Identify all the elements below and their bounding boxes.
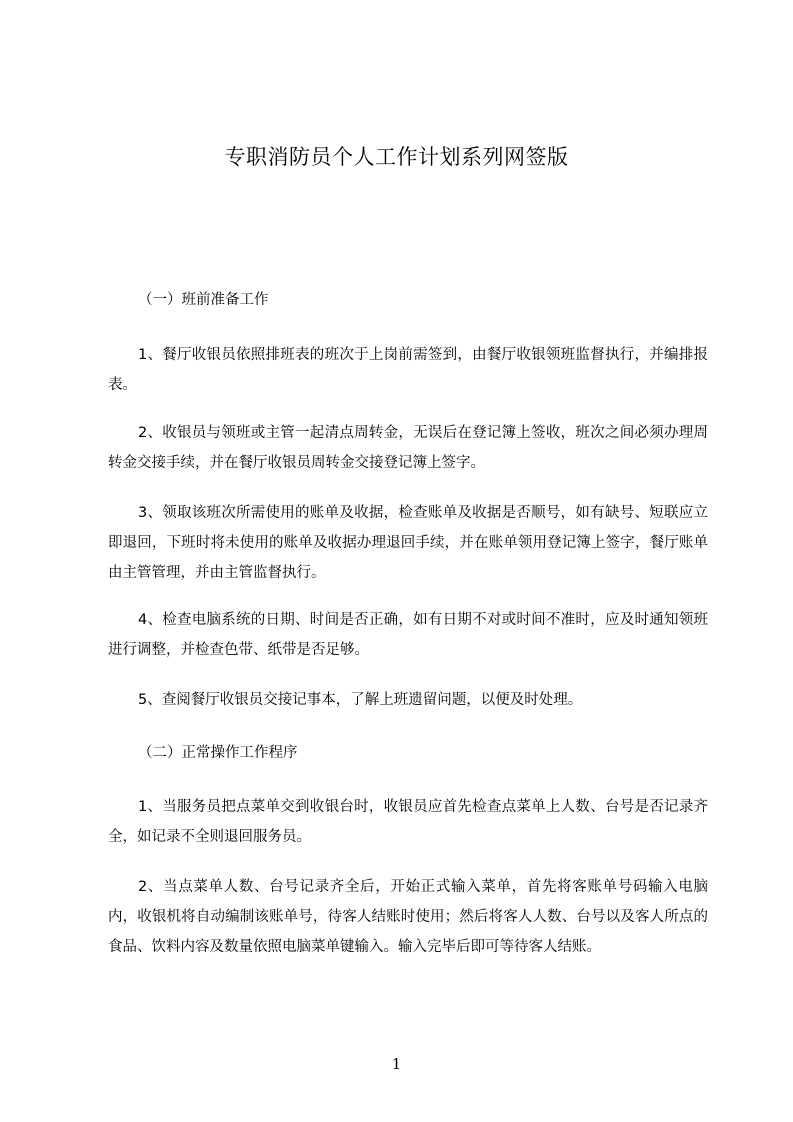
paragraph-item: 2、收银员与领班或主管一起清点周转金，无误后在登记簿上签收，班次之间必须办理周转金交接手续，并在餐厅收银员周转金交接登记簿上签字。 [108,425,708,471]
section-heading-operation: （二）正常操作工作程序 [138,745,298,761]
paragraph-item: 3、领取该班次所需使用的账单及收据，检查账单及收据是否顺号，如有缺号、短联应立即退回，下班时将未使用的账单及收据办理退回手续，并在账单领用登记簿上签字，餐厅账单由主管管理，并由主管监督执行。 [108,505,708,581]
paragraph-item: 5、查阅餐厅收银员交接记事本，了解上班遗留问题，以便及时处理。 [138,692,583,708]
paragraph-item: 4、检查电脑系统的日期、时间是否正确，如有日期不对或时间不准时，应及时通知领班进行调整，并检查色带、纸带是否足够。 [108,612,708,658]
paragraph-item: 1、当服务员把点菜单交到收银台时，收银员应首先检查点菜单上人数、台号是否记录齐全，如记录不全则退回服务员。 [108,799,708,845]
document-title: 专职消防员个人工作计划系列网签版 [224,145,569,169]
section-heading-prep: （一）班前准备工作 [138,292,269,308]
paragraph-item: 2、当点菜单人数、台号记录齐全后，开始正式输入菜单，首先将客账单号码输入电脑内，收银机将自动编制该账单号，待客人结账时使用；然后将客人人数、台号以及客人所点的食品、饮料内容及数量依照电脑菜单键输入。输入完毕后即可等待客人结账。 [108,879,708,955]
paragraph-item: 1、餐厅收银员依照排班表的班次于上岗前需签到，由餐厅收银领班监督执行，并编排报表。 [108,347,708,393]
page-number: 1 [391,1055,402,1073]
